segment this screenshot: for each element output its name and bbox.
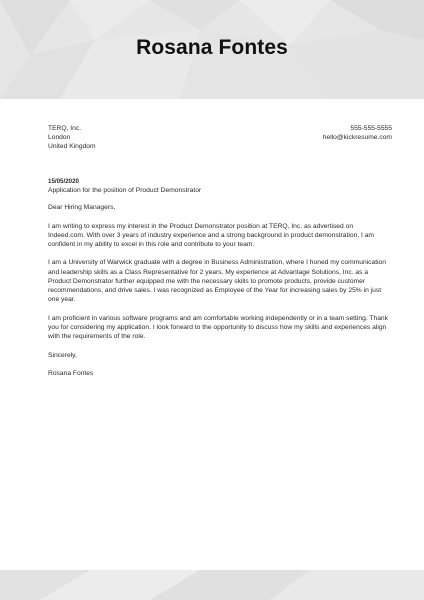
letter-subject: Application for the position of Product Demonstrator <box>48 187 202 194</box>
sender-phone: 555-555-5555 <box>350 125 392 132</box>
letter-date: 15/05/2020 <box>48 178 79 185</box>
closing: Sincerely, <box>48 351 77 359</box>
recipient-city: London <box>48 134 71 142</box>
footer-banner <box>0 570 424 600</box>
sender-contact <box>323 124 392 142</box>
paragraph-intro: I am writing to express my interest in the Product Demonstrator position at TERQ, Inc. as advertised on Indeed.com. With over 3 years of industry experience and a strong background in product demonstration, I am confident in my ability to excel in this role and contribute to your team. <box>48 222 375 248</box>
header-banner <box>0 0 424 99</box>
footer-pattern <box>0 570 424 600</box>
recipient-company: TERQ, Inc. <box>48 125 82 132</box>
recipient-country: United Kingdom <box>48 143 96 151</box>
applicant-name: Rosana Fontes <box>136 36 288 59</box>
paragraph-closing: I am proficient in various software programs and am comfortable working independently or in a team setting. Thank you for considering my application. I look forward to the opportunity to discuss how my skills and experiences align with the requirements of the role. <box>48 314 388 341</box>
letter-body <box>48 203 390 388</box>
sender-email: hello@kickresume.com <box>322 134 392 142</box>
recipient-address <box>48 124 96 152</box>
signature: Rosana Fontes <box>48 370 94 378</box>
paragraph-experience: I am a University of Warwick graduate with a degree in Business Administration, where I honed my communication and leadership skills as a Class Representative for 2 years. My experience at Advantage Solutions, Inc. as a Product Demonstrator further equipped me with the necessary skills to promote products, provide customer recommendations, and drive sales. I was recognized as Employee of the Year for increasing sales by 25% in just one year. <box>48 259 386 304</box>
salutation: Dear Hiring Managers, <box>48 204 116 211</box>
